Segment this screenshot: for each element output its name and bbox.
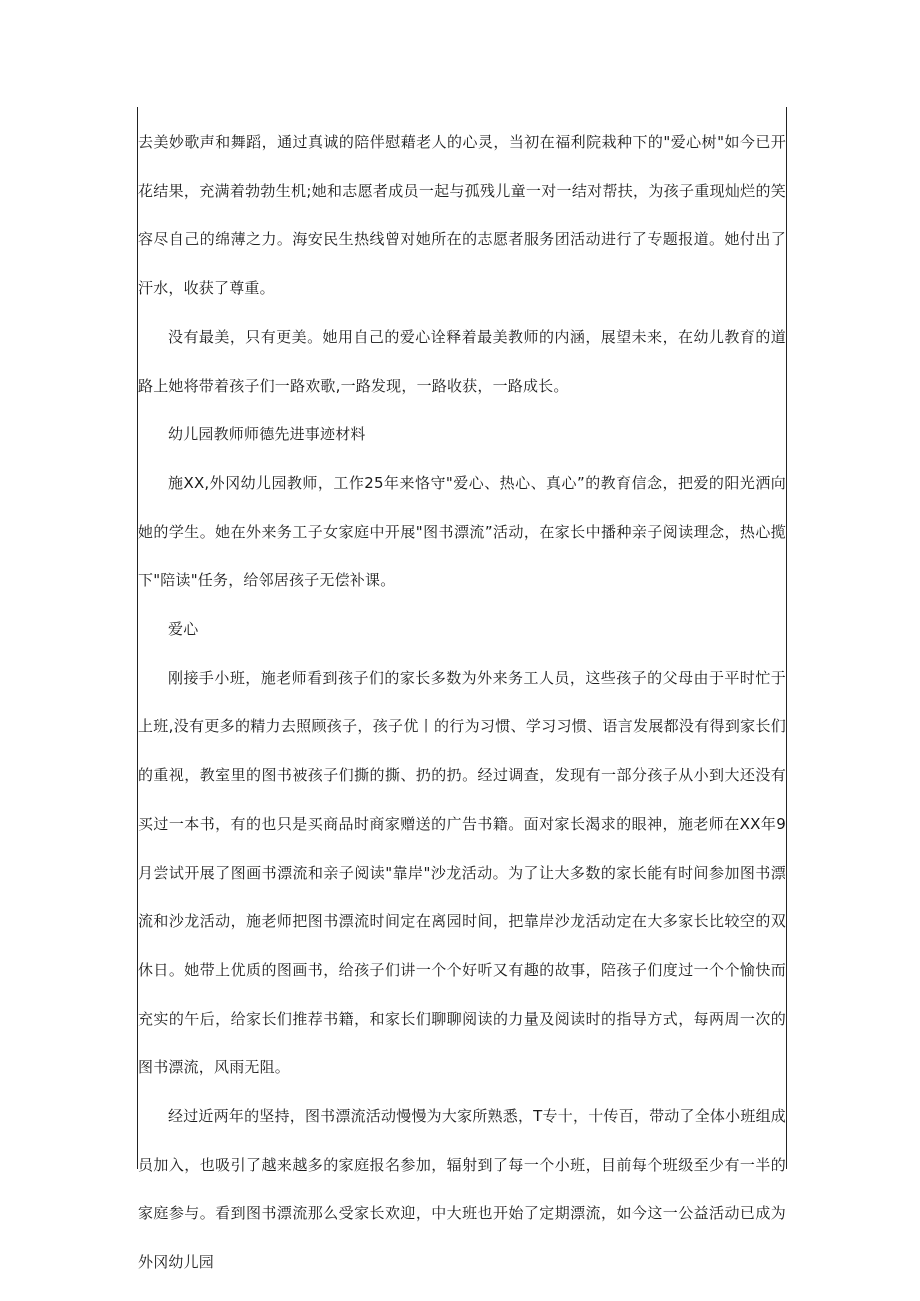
paragraph-book-drift: 刚接手小班，施老师看到孩子们的家长多数为外来务工人员，这些孩子的父母由于平时忙于上班,没有更多的精力去照顾孩子，孩子优丨的行为习惯、学习习惯、语言发展都没有得到家长们的重视，教室里的图书被孩子们撕的撕、扔的扔。经过调查，发现有一部分孩子从小到大还没有买过一本书，有的也只是买商品时商家赠送的广告书籍。面对家长渴求的眼神，施老师在XX年9月尝试开展了图画书漂流和亲子阅读"靠岸"沙龙活动。为了让大多数的家长能有时间参加图书漂流和沙龙活动，施老师把图书漂流时间定在离园时间，把靠岸沙龙活动定在大多家长比较空的双休日。她带上优质的图画书，给孩子们讲一个个好听又有趣的故事，陪孩子们度过一个个愉快而充实的午后，给家长们推荐书籍，和家长们聊聊阅读的力量及阅读时的指导方式，每两周一次的图书漂流，风雨无阻。 <box>138 668 786 1077</box>
section-heading-materials: 幼儿园教师师德先进事迹材料 <box>168 425 366 444</box>
paragraph-two-years: 经过近两年的坚持，图书漂流活动慢慢为大家所熟悉，T专十，十传百，带动了全体小班组成员加入，也吸引了越来越多的家庭报名参加，辐射到了每一个小班，目前每个班级至少有一半的家庭参与。看到图书漂流那么受家长欢迎，中大班也开始了定期漂流，如今这一公益活动已成为外冈幼儿园 <box>138 1107 786 1272</box>
subheading-love: 爱心 <box>168 620 199 639</box>
paragraph-teacher-intro: 施XX,外冈幼儿园教师，工作25年来恪守"爱心、热心、真心”的教育信念，把爱的阳光洒向她的学生。她在外来务工子女家庭中开展"图书漂流”活动，在家长中播种亲子阅读理念，热心揽下"陪读"任务，给邻居孩子无偿补课。 <box>138 473 786 590</box>
paragraph-volunteer-service: 去美妙歌声和舞蹈，通过真诚的陪伴慰藉老人的心灵，当初在福利院栽种下的"爱心树"如今已开花结果，充满着勃勃生机;她和志愿者成员一起与孤残儿童一对一结对帮扶，为孩子重现灿烂的笑容尽自己的绵薄之力。海安民生热线曾对她所在的志愿者服务团活动进行了专题报道。她付出了汗水，收获了尊重。 <box>138 133 786 298</box>
paragraph-most-beautiful: 没有最美，只有更美。她用自己的爱心诠释着最美教师的内涵，展望未来，在幼儿教育的道路上她将带着孩子们一路欢歌,一路发现，一路收获，一路成长。 <box>138 327 786 395</box>
document-body <box>138 118 786 1287</box>
